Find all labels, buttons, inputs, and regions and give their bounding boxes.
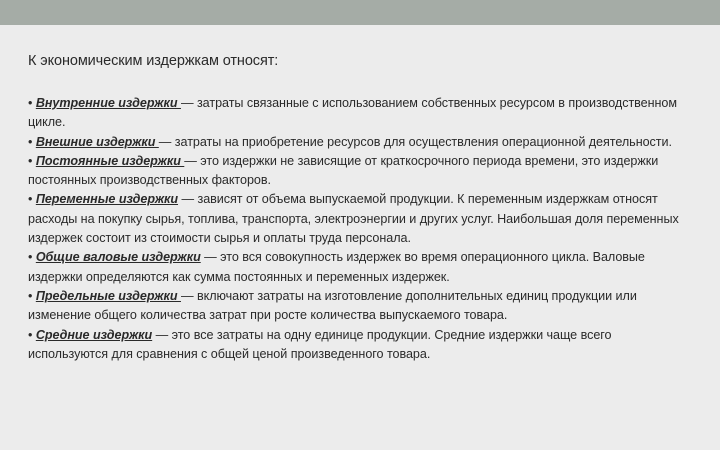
list-item-variable-costs [28, 190, 688, 248]
term-average-costs: Средние издержки [35, 327, 153, 342]
term-total-costs: Общие валовые издержки [35, 250, 201, 265]
definition-total-costs: — это вся совокупность издержек во время операционного цикла. Валовые издержки определяются как сумма постоянных и переменных издержек. [28, 250, 645, 284]
list-item-external-costs [28, 133, 688, 152]
slide-title: К экономическим издержкам относят: [28, 53, 279, 69]
term-variable-costs: Переменные издержки [35, 192, 179, 207]
definition-variable-costs: — зависят от объема выпускаемой продукции. К переменным издержкам относят расходы на покупку сырья, топлива, транспорта, электроэнергии и других услуг. Наибольшая доля переменных издержек состоит из стоимости сырья и оплаты труда персонала. [28, 192, 679, 246]
list-item-fixed-costs [28, 152, 688, 191]
definition-fixed-costs: — это издержки не зависящие от краткосрочного периода времени, это издержки постоянных производственных факторов. [28, 153, 659, 188]
term-internal-costs: Внутренние издержки [35, 96, 181, 110]
bullet: • [28, 134, 36, 149]
cost-types-list [28, 94, 688, 364]
list-item-average-costs [28, 326, 688, 365]
list-item-total-costs [28, 248, 688, 287]
bullet: • [28, 288, 36, 303]
definition-average-costs: — это все затраты на одну единице продукции. Средние издержки чаще всего используются для сравнения с общей ценой произведенного товара. [28, 327, 612, 361]
bullet: • [28, 153, 36, 168]
term-fixed-costs: Постоянные издержки [35, 153, 185, 168]
bullet: • [28, 192, 36, 207]
list-item-marginal-costs [28, 287, 688, 326]
term-external-costs: Внешние издержки [35, 134, 159, 149]
bullet: • [28, 250, 36, 265]
definition-marginal-costs: — включают затраты на изготовление дополнительных единиц продукции или изменение общего количества затрат при росте количества выпускаемого товара. [28, 288, 637, 323]
definition-internal-costs: — затраты связанные с использованием собственных ресурсом в производственном цикле. [28, 96, 677, 130]
definition-external-costs: — затраты на приобретение ресурсов для осуществления операционной деятельности. [158, 134, 672, 149]
bullet: • [28, 96, 36, 110]
term-marginal-costs: Предельные издержки [35, 288, 181, 303]
top-bar [0, 0, 720, 25]
list-item-internal-costs [28, 94, 688, 133]
bullet: • [28, 327, 36, 342]
